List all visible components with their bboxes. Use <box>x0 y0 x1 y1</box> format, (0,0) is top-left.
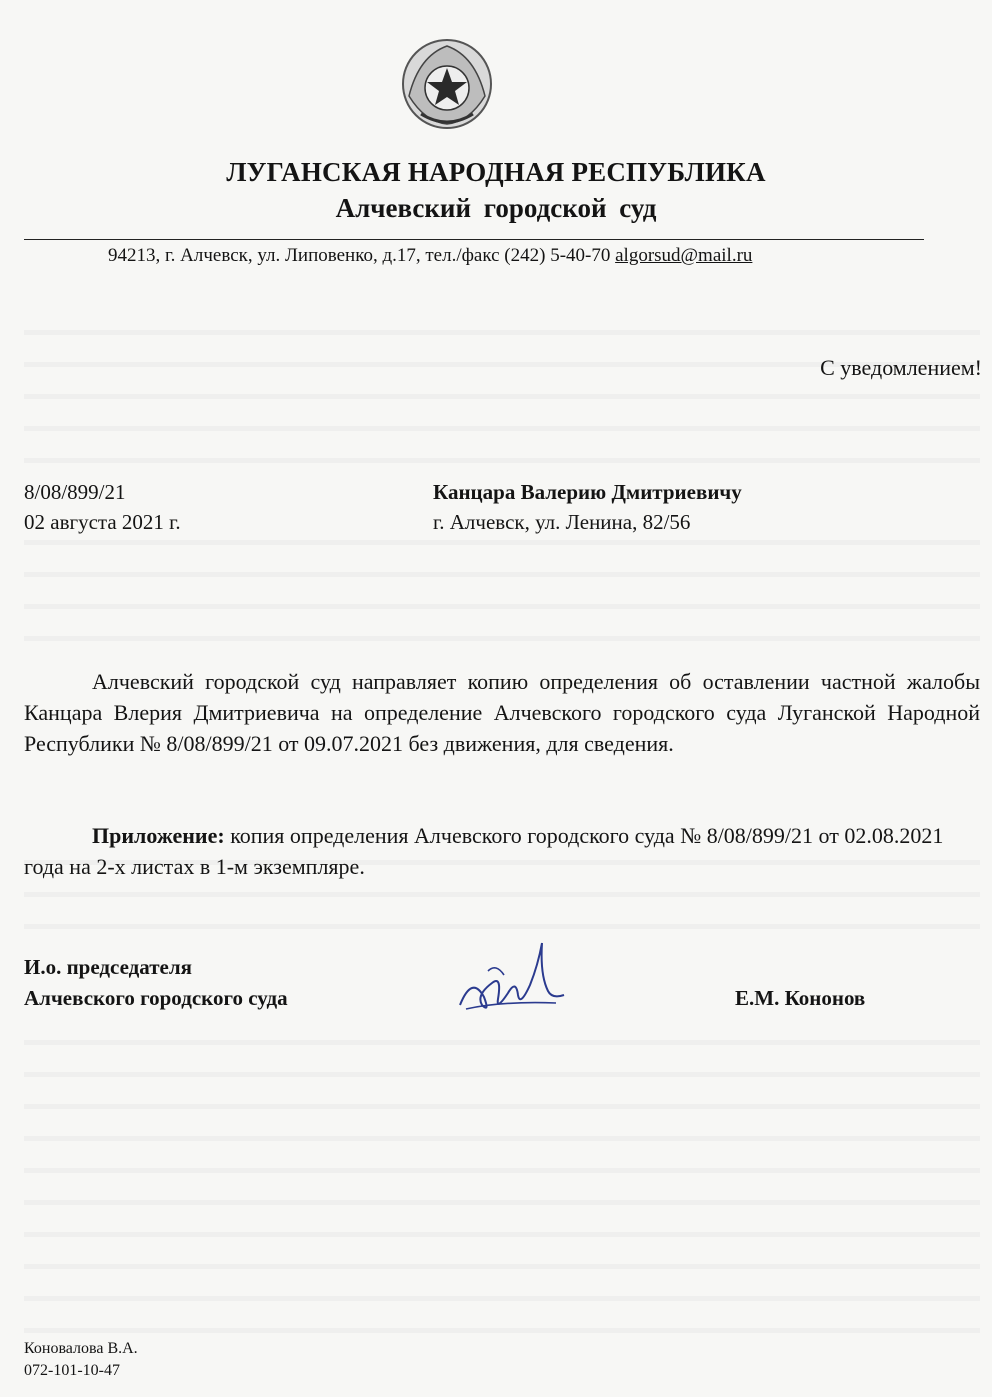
recipient-address: г. Алчевск, ул. Ленина, 82/56 <box>433 510 691 534</box>
court-title: Алчевский городской суд <box>335 193 657 223</box>
notice-label: С уведомлением! <box>820 355 982 380</box>
signer-title-line1: И.о. председателя <box>24 955 193 979</box>
executor-phone: 072-101-10-47 <box>24 1362 120 1379</box>
reference-number: 8/08/899/21 <box>24 480 126 504</box>
executor-name: Коновалова В.А. <box>24 1340 138 1357</box>
attachment-label: Приложение: <box>92 823 225 848</box>
header-divider <box>24 239 924 240</box>
signer-name: Е.М. Кононов <box>735 986 866 1010</box>
attachment-text: копия определения Алчевского городского суда № 8/08/899/21 от 02.08.2021 года на 2-х листах в 1-м экземпляре. <box>24 823 944 879</box>
letter-body: Алчевский городской суд направляет копию определения об оставлении частной жалобы Канцара Влерия Дмитриевича на определение Алчевского городского суда Луганской Народной Республики № 8/08/899/21 от 09.07.2021 без движения, для сведения. <box>24 669 980 756</box>
handwritten-signature-icon <box>452 935 572 1025</box>
coat-of-arms-emblem-icon <box>399 36 495 132</box>
attachment-paragraph <box>24 820 980 882</box>
court-email-link[interactable]: algorsud@mail.ru <box>615 245 753 266</box>
signer-title-line2: Алчевского городского суда <box>24 986 288 1010</box>
reference-date: 02 августа 2021 г. <box>24 510 181 534</box>
court-address-text: 94213, г. Алчевск, ул. Липовенко, д.17, тел./факс (242) 5-40-70 <box>108 245 616 266</box>
court-address <box>108 245 752 267</box>
republic-title: ЛУГАНСКАЯ НАРОДНАЯ РЕСПУБЛИКА <box>226 157 766 187</box>
recipient-name: Канцара Валерию Дмитриевичу <box>433 480 742 504</box>
